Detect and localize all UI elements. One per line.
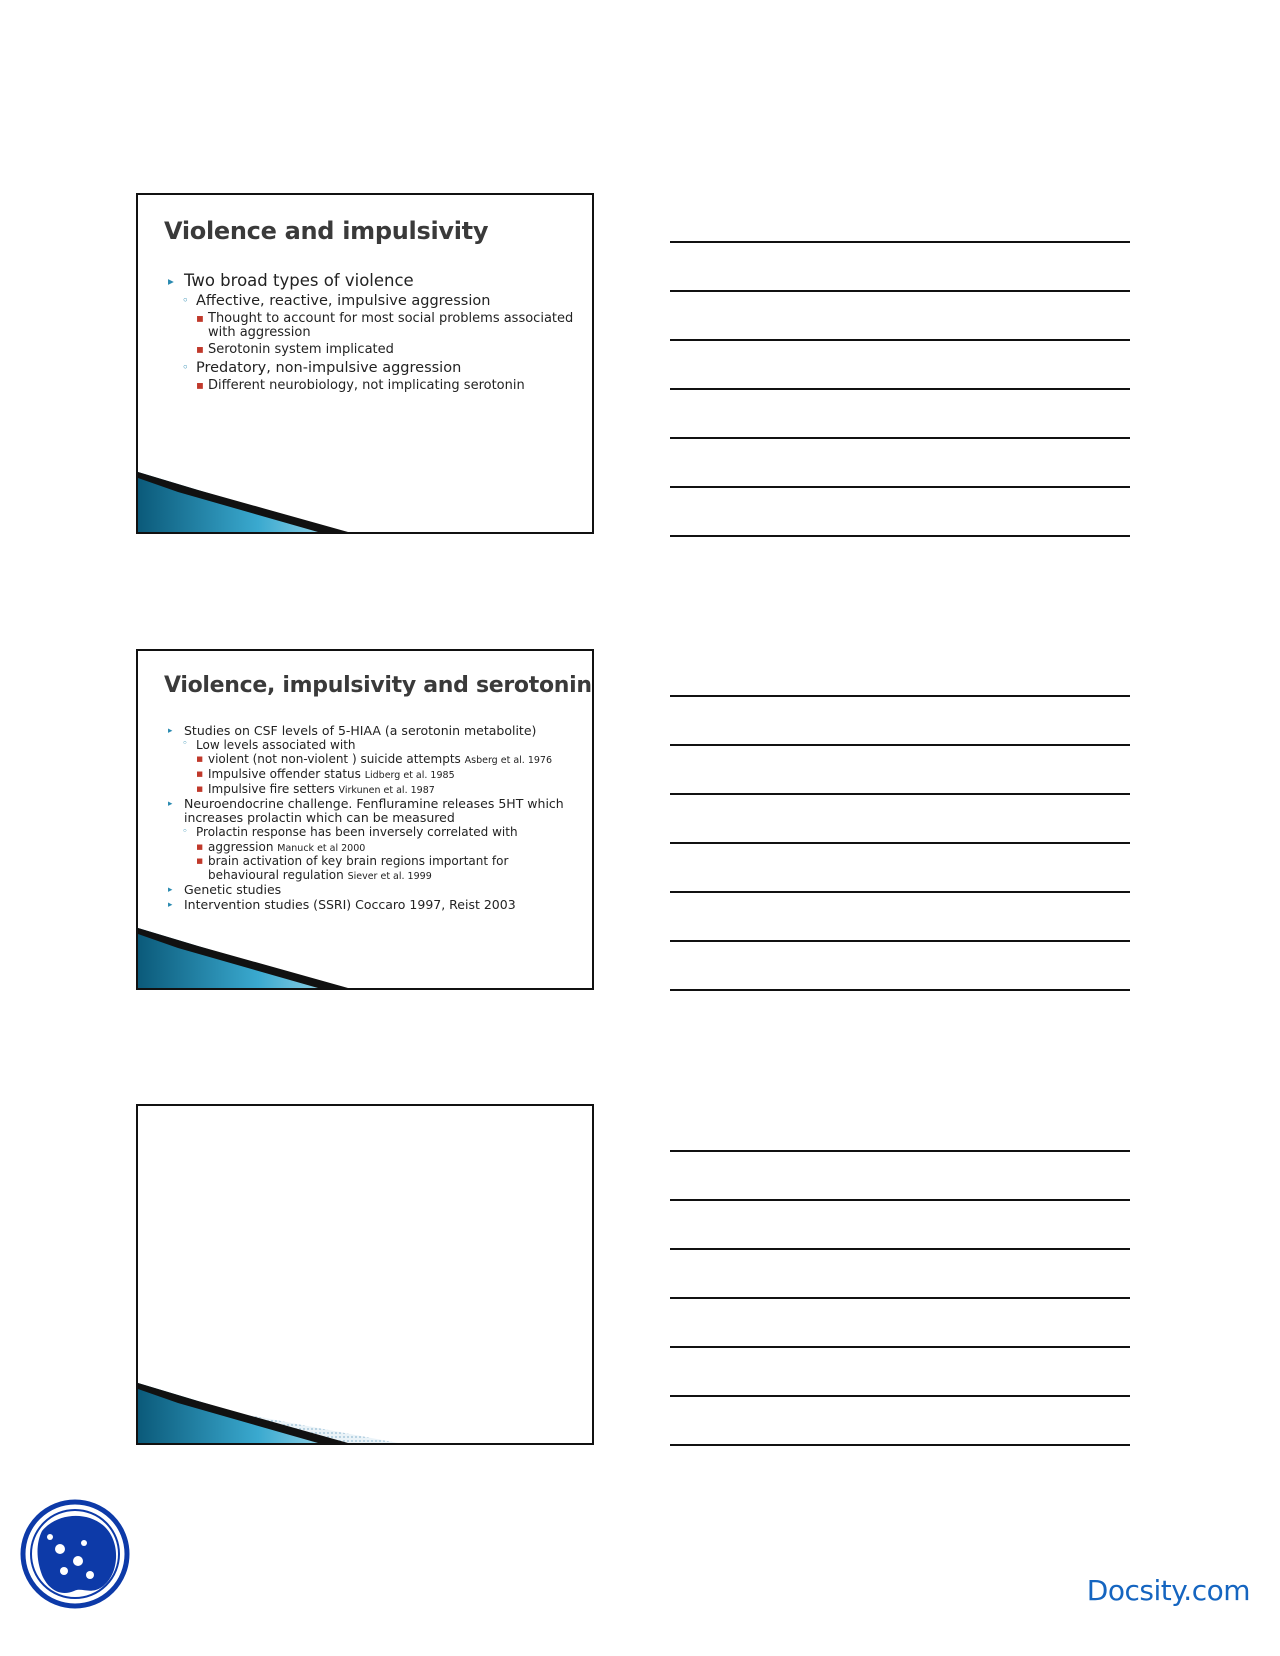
bullet-level-3 — [166, 379, 578, 394]
bullet-marker-icon: ▸ — [168, 798, 173, 809]
bullet-text: Predatory, non-impulsive aggression — [196, 360, 462, 377]
bullet-marker-icon: ◦ — [182, 359, 189, 374]
bullet-text: brain activation of key brain regions important for behavioural regulation — [208, 854, 509, 882]
bullet-text: Studies on CSF levels of 5-HIAA (a serotonin metabolite) — [184, 723, 537, 738]
note-line — [670, 1248, 1130, 1250]
bullet-text: Genetic studies — [184, 882, 282, 898]
citation: Virkunen et al. 1987 — [338, 784, 435, 796]
bullet-level-2 — [166, 739, 578, 752]
bullet-text: Impulsive offender status — [208, 767, 361, 782]
citation: Lidberg et al. 1985 — [364, 770, 455, 782]
slide-bullet-list — [166, 269, 578, 393]
note-line — [670, 535, 1130, 537]
docsity-brand-link[interactable]: Docsity.com — [1086, 1574, 1250, 1607]
citation: Manuck et al 2000 — [277, 842, 366, 854]
bullet-text: Neuroendocrine challenge. Fenfluramine releases 5HT which increases prolactin which can be measured — [184, 796, 564, 826]
bullet-level-1 — [166, 724, 578, 738]
citation: Asberg et al. 1976 — [464, 755, 553, 767]
slide-2 — [136, 649, 594, 990]
bullet-marker-icon: ▪ — [196, 752, 204, 766]
note-line — [670, 290, 1130, 292]
bullet-marker-icon: ▸ — [168, 725, 173, 736]
bullet-marker-icon: ▪ — [196, 781, 204, 795]
bullet-marker-icon: ▸ — [168, 900, 173, 911]
bullet-text: Thought to account for most social problems associated with aggression — [208, 310, 574, 341]
citation: Siever et al. 1999 — [347, 870, 432, 882]
bullet-text: violent (not non-violent ) suicide attempts — [208, 752, 461, 767]
note-line — [670, 989, 1130, 991]
bullet-level-2 — [166, 293, 578, 309]
note-line — [670, 744, 1130, 746]
note-line — [670, 1395, 1130, 1397]
bullet-text: Prolactin response has been inversely correlated with — [196, 825, 518, 840]
bullet-text: Affective, reactive, impulsive aggression — [196, 293, 491, 310]
bullet-marker-icon: ▪ — [196, 377, 204, 392]
bullet-level-3 — [166, 753, 578, 767]
bullet-text: aggression — [208, 839, 274, 854]
bullet-marker-icon: ▪ — [196, 767, 204, 781]
bullet-level-1 — [166, 883, 578, 897]
bullet-marker-icon: ▸ — [168, 885, 173, 896]
bullet-text: Intervention studies (SSRI) Coccaro 1997, Reist 2003 — [184, 897, 516, 913]
bullet-text: Impulsive fire setters — [208, 781, 335, 796]
bullet-text: Different neurobiology, not implicating serotonin — [208, 377, 525, 393]
bullet-level-1 — [166, 898, 578, 912]
note-line — [670, 793, 1130, 795]
note-line — [670, 891, 1130, 893]
docsity-logo-icon — [20, 1499, 130, 1609]
bullet-marker-icon: ▸ — [168, 274, 174, 289]
bullet-text: Two broad types of violence — [184, 271, 414, 290]
bullet-marker-icon: ▪ — [196, 854, 204, 868]
bullet-marker-icon: ▪ — [196, 310, 204, 325]
note-line — [670, 1297, 1130, 1299]
bullet-level-3 — [166, 841, 578, 855]
bullet-level-3 — [166, 312, 578, 341]
note-line — [670, 1346, 1130, 1348]
note-line — [670, 241, 1130, 243]
bullet-level-3 — [166, 768, 578, 782]
slide-corner-swoosh — [138, 472, 398, 532]
bullet-marker-icon: ◦ — [182, 293, 189, 308]
bullet-marker-icon: ◦ — [182, 738, 188, 750]
bullet-marker-icon: ◦ — [182, 825, 188, 837]
note-line — [670, 1199, 1130, 1201]
bullet-marker-icon: ▪ — [196, 839, 204, 853]
bullet-text: Serotonin system implicated — [208, 341, 394, 357]
bullet-level-1 — [166, 272, 578, 290]
note-line — [670, 388, 1130, 390]
note-line — [670, 437, 1130, 439]
slide-bullet-list — [166, 723, 578, 912]
bullet-marker-icon: ▪ — [196, 341, 204, 356]
bullet-level-1 — [166, 797, 578, 825]
bullet-level-3 — [166, 855, 578, 882]
bullet-text: Low levels associated with — [196, 738, 356, 752]
slide-corner-swoosh — [138, 1383, 398, 1443]
note-line — [670, 842, 1130, 844]
slide-corner-swoosh — [138, 928, 398, 988]
bullet-level-3 — [166, 783, 578, 797]
note-line — [670, 486, 1130, 488]
bullet-level-2 — [166, 360, 578, 376]
bullet-level-3 — [166, 343, 578, 358]
slide-title: Violence and impulsivity — [164, 217, 489, 245]
note-line — [670, 1150, 1130, 1152]
note-line — [670, 695, 1130, 697]
note-line — [670, 1444, 1130, 1446]
slide-title: Violence, impulsivity and serotonin — [164, 673, 592, 698]
note-line — [670, 339, 1130, 341]
slide-1 — [136, 193, 594, 534]
note-line — [670, 940, 1130, 942]
slide-3-blank — [136, 1104, 594, 1445]
bullet-level-2 — [166, 826, 578, 839]
